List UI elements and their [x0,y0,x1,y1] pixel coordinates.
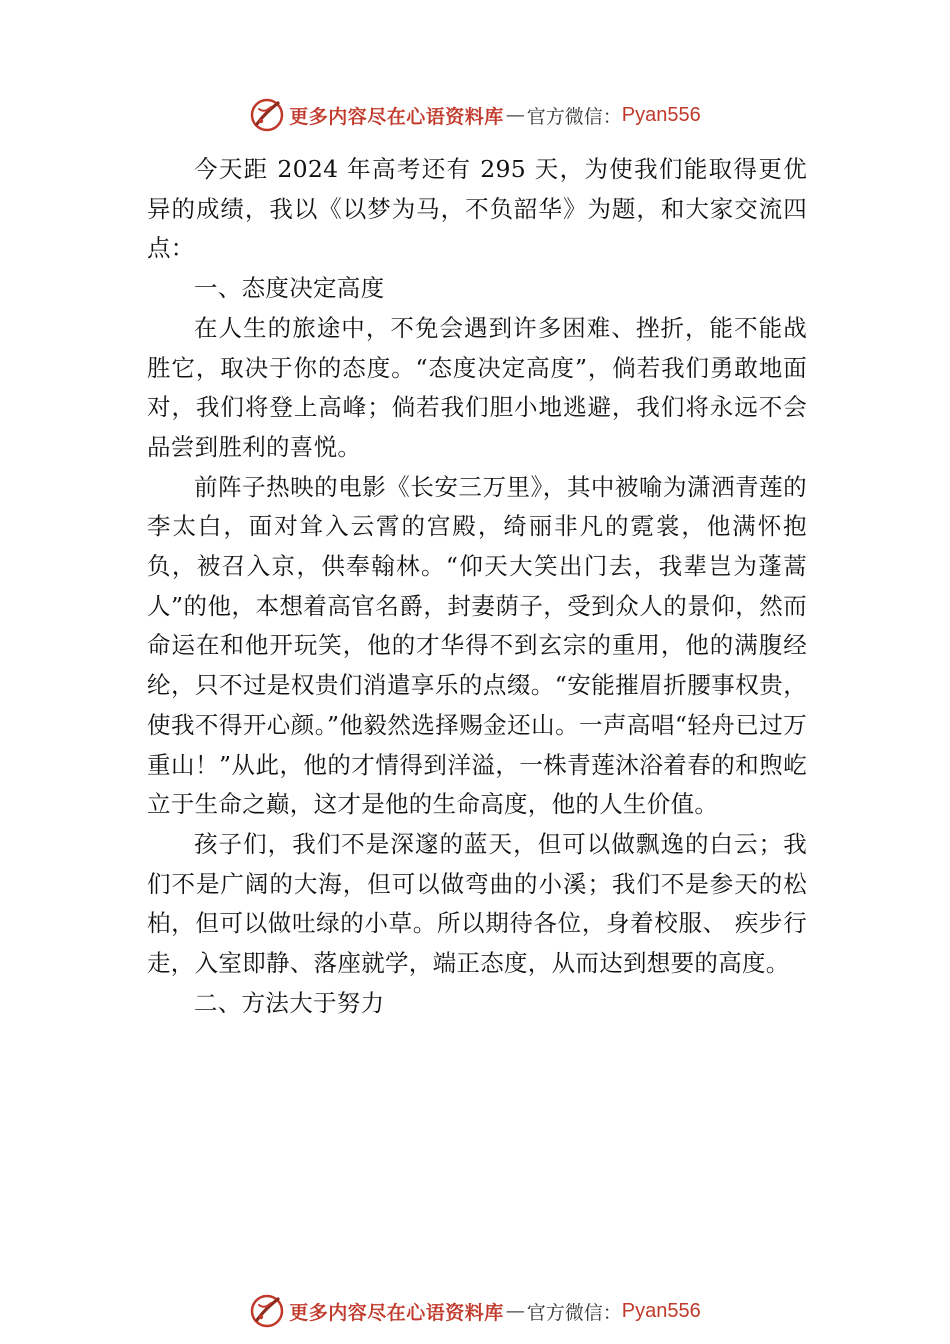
body-paragraph: 孩子们，我们不是深邃的蓝天，但可以做飘逸的白云；我们不是广阔的大海，但可以做弯曲的小溪；我们不是参天的松柏，但可以做吐绿的小草。所以期待各位，身着校服、 疾步行走，入室即静、落座就学，端正态度，从而达到想要的高度。 [147,829,807,978]
section-heading-2: 二、方法大于努力 [194,988,385,1017]
footer-watermark-banner [0,1289,950,1333]
header-watermark-banner [0,93,950,137]
brush-logo-icon [249,1293,285,1329]
banner-brand-text: 更多内容尽在心语资料库 [289,1301,504,1324]
document-body [147,150,807,1023]
section-heading-1: 一、态度决定高度 [194,274,385,303]
banner-brand-text: 更多内容尽在心语资料库 [289,105,504,128]
banner-wechat-label: 官方微信： [526,105,622,128]
banner-wechat-id: Pyan556 [621,103,701,126]
brush-logo-icon [249,97,285,133]
banner-wechat-label: 官方微信： [526,1301,622,1324]
banner-separator: — [505,1300,525,1322]
intro-paragraph: 今天距 2024 年高考还有 295 天，为使我们能取得更优异的成绩，我以《以梦为马，不负韶华》为题，和大家交流四点： [147,155,807,263]
banner-separator: — [505,104,525,126]
body-paragraph: 在人生的旅途中，不免会遇到许多困难、挫折，能不能战胜它，取决于你的态度。“态度决定高度”，倘若我们勇敢地面对，我们将登上高峰；倘若我们胆小地逃避，我们将永远不会品尝到胜利的喜悦。 [147,313,807,461]
body-paragraph: 前阵子热映的电影《长安三万里》，其中被喻为潇洒青莲的李太白，面对耸入云霄的宫殿，绮丽非凡的霓裳，他满怀抱负，被召入京，供奉翰林。“仰天大笑出门去，我辈岂为蓬蒿人”的他，本想着高官名爵，封妻荫子，受到众人的景仰，然而命运在和他开玩笑，他的才华得不到玄宗的重用，他的满腹经纶，只不过是权贵们消遣享乐的点缀。“安能摧眉折腰事权贵，使我不得开心颜。”他毅然选择赐金还山。一声高唱“轻舟已过万重山！”从此，他的才情得到洋溢，一株青莲沐浴着春的和煦屹立于生命之巅，这才是他的生命高度，他的人生价值。 [147,472,807,819]
banner-wechat-id: Pyan556 [621,1299,701,1322]
